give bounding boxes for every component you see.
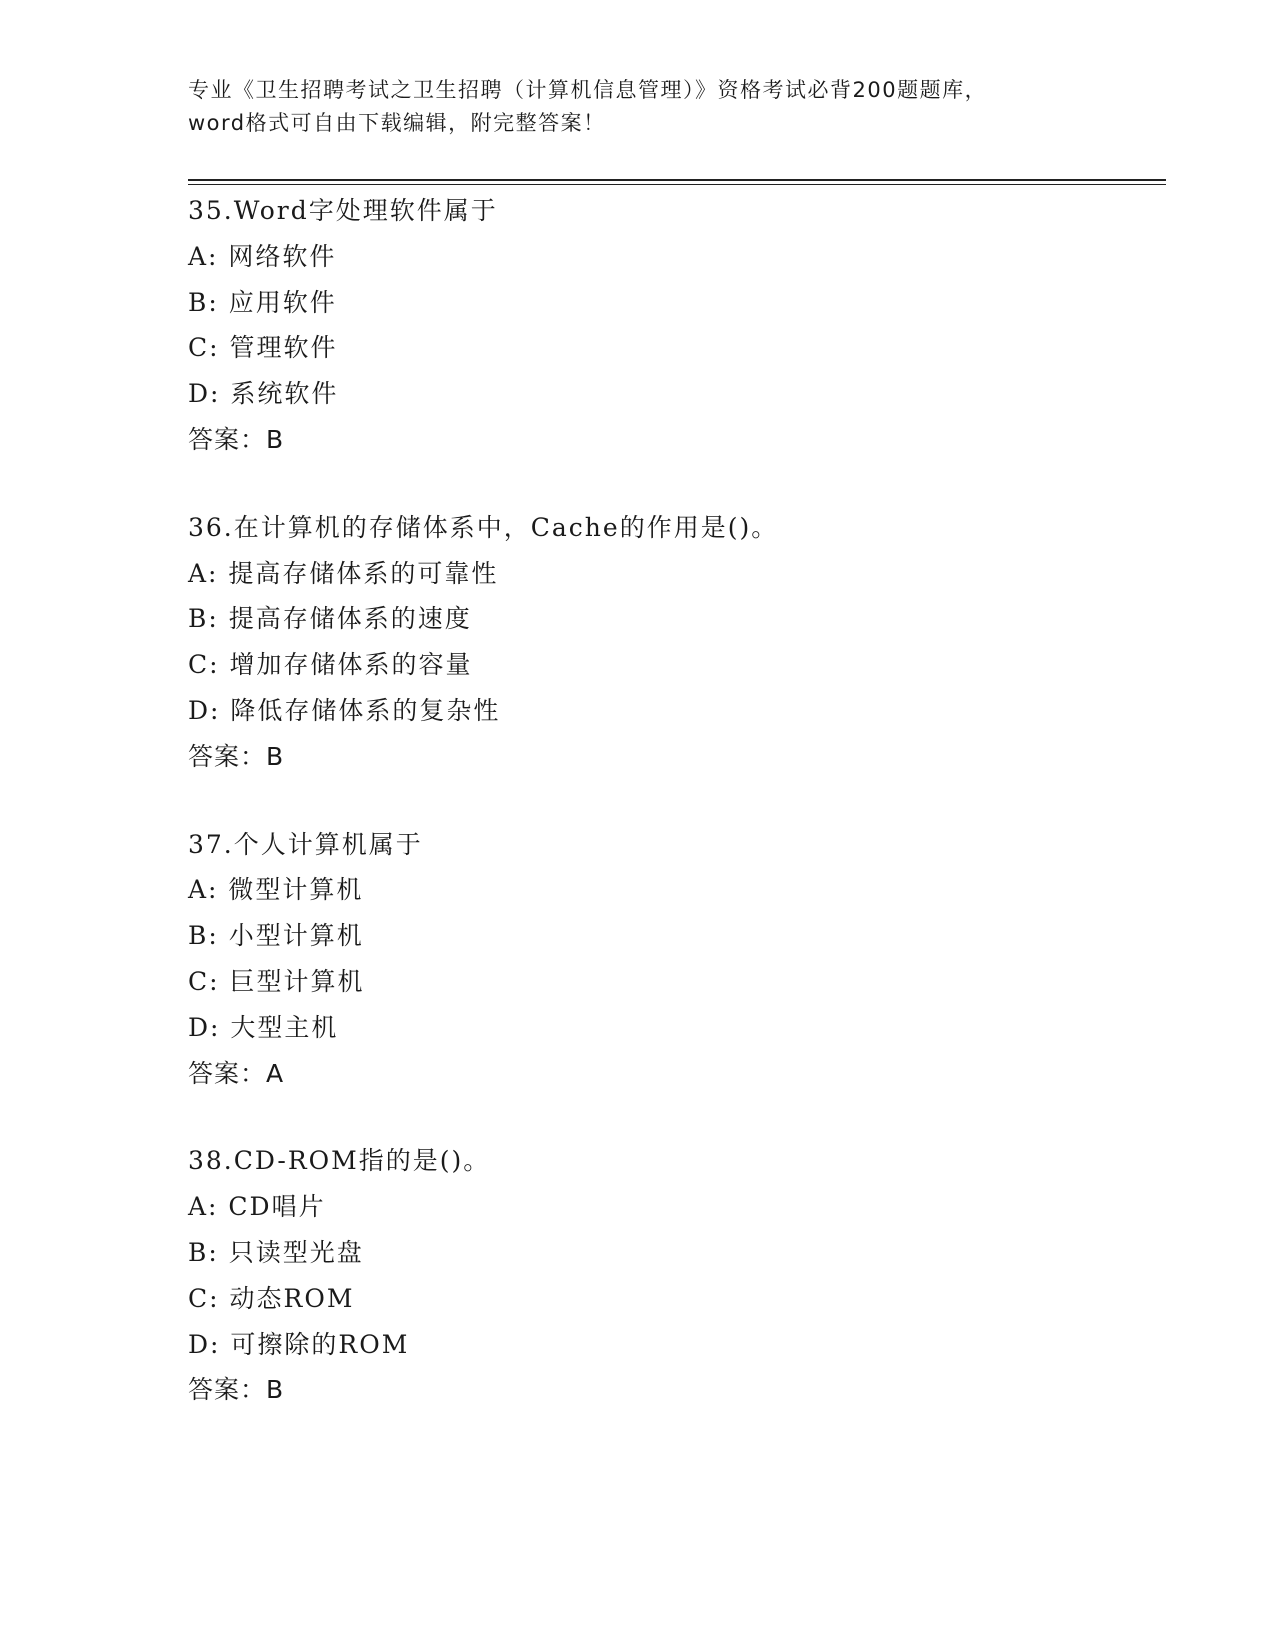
- question-stem: 35.Word字处理软件属于: [188, 196, 498, 225]
- question-35: [188, 188, 1166, 463]
- question-36: [188, 505, 1166, 780]
- question-stem: 37.个人计算机属于: [188, 829, 423, 859]
- answer-label: 答案：A: [188, 1058, 285, 1088]
- answer-label: 答案：B: [188, 1375, 285, 1405]
- option-b: B: 应用软件: [188, 287, 337, 317]
- option-d: D: 系统软件: [188, 379, 339, 409]
- option-c: C: 增加存储体系的容量: [188, 650, 473, 680]
- question-stem: 36.在计算机的存储体系中，Cache的作用是()。: [188, 512, 779, 542]
- option-a: A: 微型计算机: [188, 875, 364, 905]
- document-header: [188, 74, 1088, 140]
- answer-label: 答案：B: [188, 424, 285, 454]
- option-b: B: 提高存储体系的速度: [188, 604, 472, 634]
- option-b: B: 小型计算机: [188, 921, 364, 951]
- question-38: [188, 1138, 1166, 1413]
- option-d: D: 降低存储体系的复杂性: [188, 695, 501, 725]
- question-list: [188, 188, 1166, 1455]
- option-b: B: 只读型光盘: [188, 1237, 364, 1267]
- header-line-2: word格式可自由下载编辑，附完整答案！: [188, 111, 606, 135]
- question-stem: 38.CD-ROM指的是()。: [188, 1146, 491, 1176]
- option-d: D: 大型主机: [188, 1012, 339, 1042]
- answer-label: 答案：B: [188, 741, 285, 771]
- header-divider-thin: [188, 184, 1166, 185]
- question-37: [188, 822, 1166, 1097]
- option-a: A: 网络软件: [188, 241, 337, 271]
- header-line-1: 专业《卫生招聘考试之卫生招聘（计算机信息管理）》资格考试必背200题题库，: [188, 78, 988, 102]
- option-c: C: 动态ROM: [188, 1283, 355, 1313]
- option-c: C: 巨型计算机: [188, 966, 365, 996]
- header-divider-thick: [188, 179, 1166, 181]
- option-a: A: 提高存储体系的可靠性: [188, 558, 499, 588]
- option-c: C: 管理软件: [188, 333, 338, 363]
- option-d: D: 可擦除的ROM: [188, 1329, 410, 1359]
- option-a: A: CD唱片: [188, 1192, 326, 1222]
